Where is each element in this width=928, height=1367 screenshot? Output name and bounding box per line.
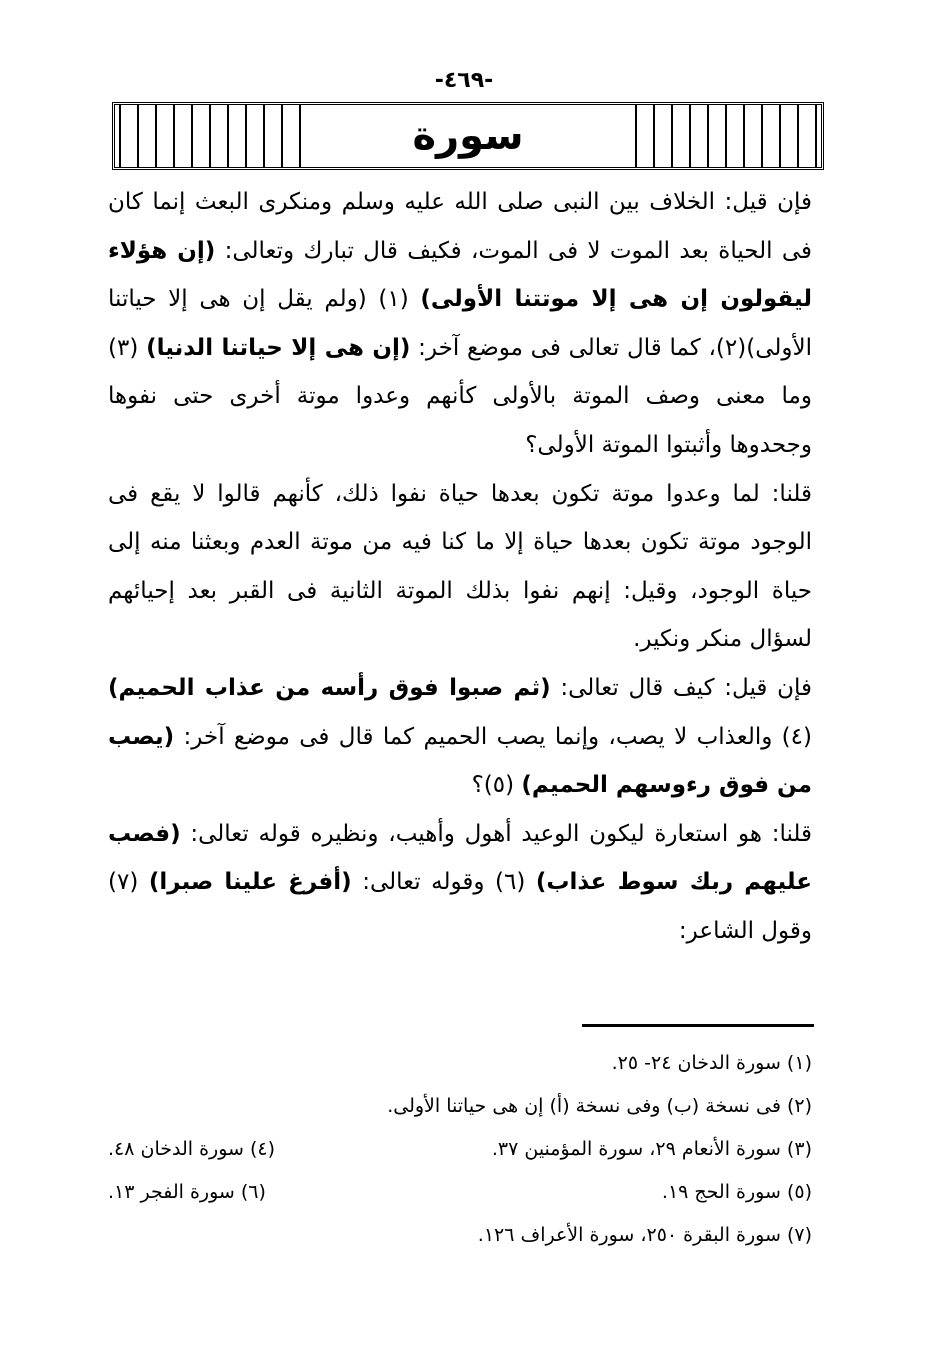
footnote: (٥) سورة الحج ١٩. — [661, 1181, 812, 1203]
surah-title: سورة — [412, 113, 524, 159]
quran-quote: (فصب عليهم ربك سوط عذاب) — [108, 820, 813, 896]
text-segment: قلنا: هو استعارة ليكون الوعيد أهول وأهيب، ونظيره قوله تعالى: — [190, 820, 813, 847]
quran-quote: (ثم صبوا فوق رأسه من عذاب الحميم) — [108, 674, 551, 701]
text-segment: (٥)؟ — [471, 772, 515, 799]
footnote-row — [108, 1042, 812, 1085]
text-segment: فإن قيل: الخلاف بين النبى صلى الله عليه وسلم ومنكرى البعث إنما كان فى الحياة بعد الموت لا فى الموت، فكيف قال تبارك وتعالى: — [108, 189, 812, 264]
text-segment: (٧) وقول الشاعر: — [108, 869, 812, 944]
paragraph — [108, 664, 812, 810]
footnote: (٣) سورة الأنعام ٢٩، سورة المؤمنين ٣٧. — [491, 1138, 812, 1160]
text-segment: (٣) وما معنى وصف الموتة بالأولى كأنهم وعدوا موتة أخرى حتى نفوها وجحدوها وأثبتوا الموتة الأولى؟ — [108, 334, 812, 458]
main-text — [108, 178, 812, 956]
quran-quote: (يصب من فوق رءوسهم الحميم) — [108, 723, 812, 799]
title-frame-bars-left — [119, 105, 317, 167]
paragraph — [108, 470, 812, 664]
footnote-row — [108, 1128, 812, 1171]
quran-quote: (إن هى إلا حياتنا الدنيا) — [146, 334, 411, 361]
text-segment: (١) (ولم يقل إن هى إلا حياتنا الأولى)(٢)، كما قال تعالى فى موضع آخر: — [108, 286, 813, 361]
text-segment: فإن قيل: كيف قال تعالى: — [560, 674, 813, 701]
quran-quote: (إن هؤلاء ليقولون إن هى إلا موتتنا الأولى) — [108, 237, 812, 313]
paragraph — [108, 810, 812, 956]
page-number: -٤٦٩- — [434, 68, 494, 93]
quran-quote: (أفرغ علينا صبرا) — [148, 869, 352, 896]
footnote: (٧) سورة البقرة ٢٥٠، سورة الأعراف ١٢٦. — [477, 1224, 812, 1246]
surah-title-frame — [112, 102, 824, 170]
title-frame-bars-right — [619, 105, 817, 167]
footnote-separator — [582, 1024, 814, 1027]
text-segment: (٦) وقوله تعالى: — [362, 869, 526, 896]
footnote-row — [108, 1171, 812, 1214]
footnotes — [108, 1042, 812, 1257]
footnote-row — [108, 1085, 812, 1128]
footnote: (١) سورة الدخان ٢٤- ٢٥. — [611, 1052, 812, 1074]
footnote: (٤) سورة الدخان ٤٨. — [108, 1138, 276, 1160]
footnote-row — [108, 1214, 812, 1257]
text-segment: (٤) والعذاب لا يصب، وإنما يصب الحميم كما قال فى موضع آخر: — [183, 723, 812, 750]
paragraph — [108, 178, 812, 470]
text-segment: قلنا: لما وعدوا موتة تكون بعدها حياة نفوا ذلك، كأنهم قالوا لا يقع فى الوجود موتة تكون بعدها حياة إلا ما كنا فيه من موتة العدم وبعثنا منه إلى حياة الوجود، وقيل: إنهم نفوا بذلك الموتة الثانية فى القبر بعد إحيائهم لسؤال منكر ونكير. — [108, 480, 812, 653]
footnote: (٦) سورة الفجر ١٣. — [108, 1181, 266, 1203]
footnote: (٢) فى نسخة (ب) وفى نسخة (أ) إن هى حياتنا الأولى. — [387, 1095, 812, 1117]
